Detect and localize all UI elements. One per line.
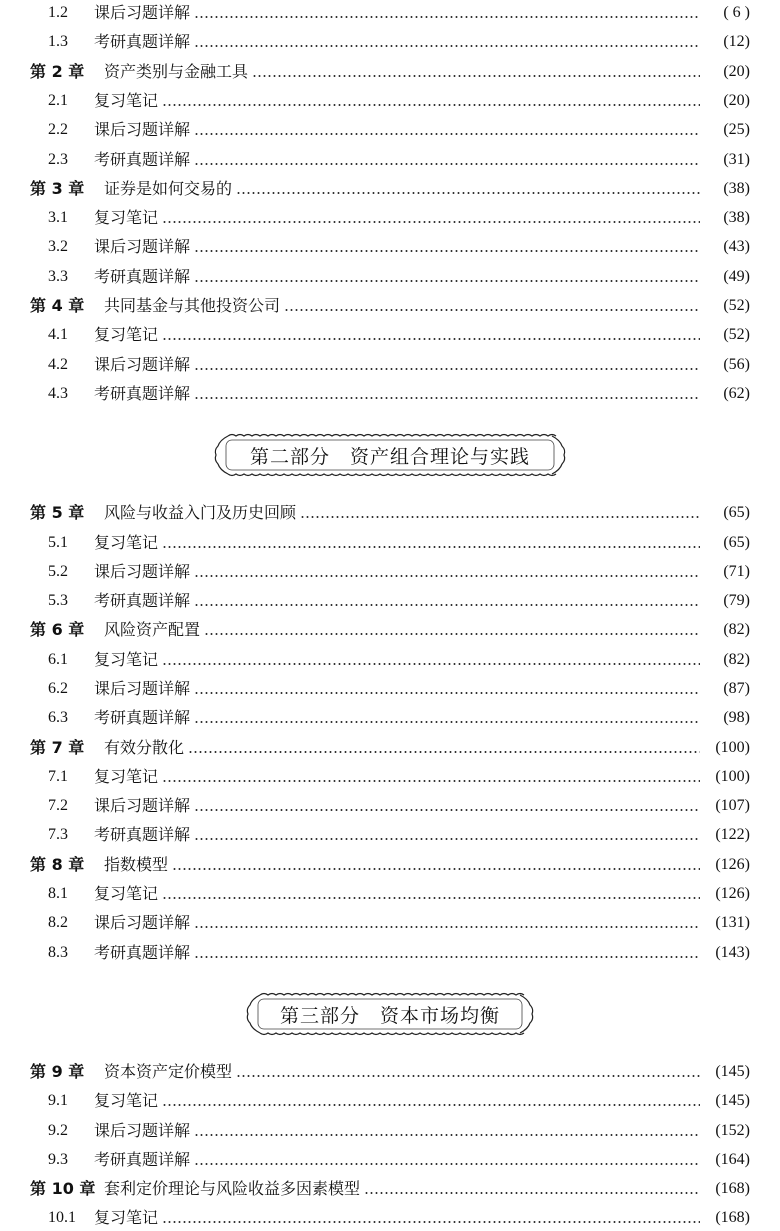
section-number: 3.3 (48, 268, 68, 285)
page-number: (82) (723, 621, 750, 638)
section-title: 考研真题详解 (94, 708, 191, 727)
dot-leader (194, 280, 700, 282)
toc-chapter-row[interactable] (30, 617, 750, 643)
section-title: 考研真题详解 (94, 1150, 191, 1169)
section-number: 10.1 (48, 1209, 76, 1226)
section-title: 课后习题详解 (94, 237, 191, 256)
section-title: 课后习题详解 (94, 355, 191, 374)
toc-chapter-row[interactable] (30, 735, 750, 761)
dot-leader (194, 133, 700, 135)
toc-chapter-row[interactable] (30, 293, 750, 319)
dot-leader (188, 751, 700, 753)
chapter-title: 资本资产定价模型 (104, 1062, 233, 1081)
toc-chapter-row[interactable] (30, 176, 750, 202)
section-title: 课后习题详解 (94, 120, 191, 139)
dot-leader (162, 221, 700, 223)
dot-leader (194, 575, 700, 577)
dot-leader (194, 604, 700, 606)
section-title: 复习笔记 (94, 1208, 159, 1227)
chapter-number: 第 5 章 (30, 503, 85, 522)
toc-section-row[interactable] (30, 264, 750, 290)
chapter-number: 第 4 章 (30, 296, 85, 315)
part-title: 第二部分 资产组合理论与实践 (249, 445, 530, 468)
dot-leader (236, 192, 700, 194)
dot-leader (194, 16, 700, 18)
section-number: 2.1 (48, 92, 68, 109)
toc-section-row[interactable] (30, 588, 750, 614)
section-number: 6.1 (48, 651, 68, 668)
section-title: 复习笔记 (94, 650, 159, 669)
toc-section-row[interactable] (30, 647, 750, 673)
section-title: 复习笔记 (94, 91, 159, 110)
page-number: (43) (723, 238, 750, 255)
toc-section-row[interactable] (30, 881, 750, 907)
page-number: (107) (715, 797, 750, 814)
dot-leader (300, 516, 700, 518)
dot-leader (252, 75, 700, 77)
section-number: 7.3 (48, 826, 68, 843)
toc-section-row[interactable] (30, 940, 750, 966)
section-number: 8.2 (48, 914, 68, 931)
dot-leader (194, 1163, 700, 1165)
page-number: (168) (715, 1180, 750, 1197)
section-title: 复习笔记 (94, 884, 159, 903)
section-number: 6.3 (48, 709, 68, 726)
section-title: 考研真题详解 (94, 943, 191, 962)
section-number: 5.3 (48, 592, 68, 609)
toc-section-row[interactable] (30, 1205, 750, 1231)
section-number: 5.2 (48, 563, 68, 580)
section-number: 4.1 (48, 326, 68, 343)
page-number: (65) (723, 534, 750, 551)
section-title: 考研真题详解 (94, 150, 191, 169)
dot-leader (162, 338, 700, 340)
toc-section-row[interactable] (30, 205, 750, 231)
page-number: (38) (723, 180, 750, 197)
section-title: 考研真题详解 (94, 591, 191, 610)
dot-leader (162, 546, 700, 548)
dot-leader (194, 721, 700, 723)
section-title: 课后习题详解 (94, 913, 191, 932)
section-number: 2.3 (48, 151, 68, 168)
chapter-number: 第 9 章 (30, 1062, 85, 1081)
chapter-title: 有效分散化 (104, 738, 185, 757)
part-title: 第三部分 资本市场均衡 (279, 1004, 500, 1027)
page-number: (168) (715, 1209, 750, 1226)
section-number: 5.1 (48, 534, 68, 551)
section-number: 3.2 (48, 238, 68, 255)
toc-section-row[interactable] (30, 352, 750, 378)
section-number: 4.2 (48, 356, 68, 373)
toc-section-row[interactable] (30, 29, 750, 55)
dot-leader (194, 250, 700, 252)
page-number: (25) (723, 121, 750, 138)
chapter-title: 资产类别与金融工具 (104, 62, 249, 81)
dot-leader (172, 868, 700, 870)
toc-chapter-row[interactable] (30, 1176, 750, 1202)
section-number: 8.3 (48, 944, 68, 961)
chapter-number: 第 8 章 (30, 855, 85, 874)
toc-section-row[interactable] (30, 1147, 750, 1173)
toc-chapter-row[interactable] (30, 59, 750, 85)
chapter-number: 第 2 章 (30, 62, 85, 81)
dot-leader (194, 163, 700, 165)
page-number: (82) (723, 651, 750, 668)
chapter-number: 第 7 章 (30, 738, 85, 757)
dot-leader (364, 1192, 700, 1194)
toc-chapter-row[interactable] (30, 1059, 750, 1085)
section-title: 考研真题详解 (94, 384, 191, 403)
dot-leader (162, 1221, 700, 1223)
section-number: 8.1 (48, 885, 68, 902)
page-number: (126) (715, 856, 750, 873)
toc-section-row[interactable] (30, 0, 750, 26)
page-number: (52) (723, 326, 750, 343)
page-number: (20) (723, 63, 750, 80)
section-number: 3.1 (48, 209, 68, 226)
page-number: (164) (715, 1151, 750, 1168)
toc-section-row[interactable] (30, 559, 750, 585)
section-title: 课后习题详解 (94, 562, 191, 581)
section-title: 复习笔记 (94, 1091, 159, 1110)
section-number: 7.1 (48, 768, 68, 785)
section-title: 课后习题详解 (94, 679, 191, 698)
page-number: (122) (715, 826, 750, 843)
toc-section-row[interactable] (30, 793, 750, 819)
toc-section-row[interactable] (30, 822, 750, 848)
page-number: (100) (715, 768, 750, 785)
page-number: (126) (715, 885, 750, 902)
section-title: 复习笔记 (94, 533, 159, 552)
page-number: (71) (723, 563, 750, 580)
page-number: (145) (715, 1063, 750, 1080)
toc-section-row[interactable] (30, 381, 750, 407)
dot-leader (162, 104, 700, 106)
chapter-title: 风险资产配置 (104, 620, 201, 639)
toc-section-row[interactable] (30, 676, 750, 702)
section-number: 2.2 (48, 121, 68, 138)
chapter-title: 套利定价理论与风险收益多因素模型 (104, 1179, 361, 1198)
page-number: (52) (723, 297, 750, 314)
chapter-title: 证券是如何交易的 (104, 179, 233, 198)
page-number: (20) (723, 92, 750, 109)
section-title: 课后习题详解 (94, 3, 191, 22)
dot-leader (162, 897, 700, 899)
page-number: (145) (715, 1092, 750, 1109)
dot-leader (162, 1104, 700, 1106)
toc-chapter-row[interactable] (30, 852, 750, 878)
section-number: 9.3 (48, 1151, 68, 1168)
toc-section-row[interactable] (30, 234, 750, 260)
dot-leader (284, 309, 700, 311)
page-number: (65) (723, 504, 750, 521)
section-number: 9.2 (48, 1122, 68, 1139)
toc-section-row[interactable] (30, 1088, 750, 1114)
toc-section-row[interactable] (30, 530, 750, 556)
section-title: 考研真题详解 (94, 267, 191, 286)
section-number: 1.3 (48, 33, 68, 50)
toc-chapter-row[interactable] (30, 500, 750, 526)
toc-section-row[interactable] (30, 88, 750, 114)
dot-leader (162, 663, 700, 665)
dot-leader (194, 926, 700, 928)
chapter-number: 第 3 章 (30, 179, 85, 198)
section-title: 复习笔记 (94, 208, 159, 227)
chapter-title: 风险与收益入门及历史回顾 (104, 503, 297, 522)
chapter-number: 第 6 章 (30, 620, 85, 639)
section-number: 1.2 (48, 4, 68, 21)
page-number: (62) (723, 385, 750, 402)
page-number: ( 6 ) (723, 4, 750, 21)
dot-leader (194, 692, 700, 694)
section-title: 考研真题详解 (94, 32, 191, 51)
dot-leader (194, 45, 700, 47)
section-title: 复习笔记 (94, 325, 159, 344)
part-banner (244, 991, 536, 1037)
page-number: (31) (723, 151, 750, 168)
chapter-number: 第 10 章 (30, 1179, 96, 1198)
section-title: 课后习题详解 (94, 796, 191, 815)
dot-leader (194, 956, 700, 958)
page-number: (131) (715, 914, 750, 931)
page-number: (100) (715, 739, 750, 756)
dot-leader (194, 809, 700, 811)
toc-section-row[interactable] (30, 705, 750, 731)
toc-section-row[interactable] (30, 1118, 750, 1144)
dot-leader (194, 838, 700, 840)
page-number: (56) (723, 356, 750, 373)
page-number: (79) (723, 592, 750, 609)
page-number: (143) (715, 944, 750, 961)
part-banner (212, 432, 568, 478)
section-number: 9.1 (48, 1092, 68, 1109)
toc-section-row[interactable] (30, 117, 750, 143)
toc-section-row[interactable] (30, 764, 750, 790)
section-number: 6.2 (48, 680, 68, 697)
toc-section-row[interactable] (30, 322, 750, 348)
dot-leader (194, 368, 700, 370)
page-number: (98) (723, 709, 750, 726)
page-number: (87) (723, 680, 750, 697)
page-number: (152) (715, 1122, 750, 1139)
toc-section-row[interactable] (30, 147, 750, 173)
chapter-title: 指数模型 (104, 855, 169, 874)
dot-leader (162, 780, 700, 782)
dot-leader (194, 1134, 700, 1136)
section-title: 考研真题详解 (94, 825, 191, 844)
page-number: (49) (723, 268, 750, 285)
page-number: (12) (723, 33, 750, 50)
section-number: 4.3 (48, 385, 68, 402)
page-number: (38) (723, 209, 750, 226)
toc-section-row[interactable] (30, 910, 750, 936)
dot-leader (236, 1075, 700, 1077)
section-number: 7.2 (48, 797, 68, 814)
section-title: 课后习题详解 (94, 1121, 191, 1140)
dot-leader (194, 397, 700, 399)
dot-leader (204, 633, 700, 635)
section-title: 复习笔记 (94, 767, 159, 786)
chapter-title: 共同基金与其他投资公司 (104, 296, 281, 315)
